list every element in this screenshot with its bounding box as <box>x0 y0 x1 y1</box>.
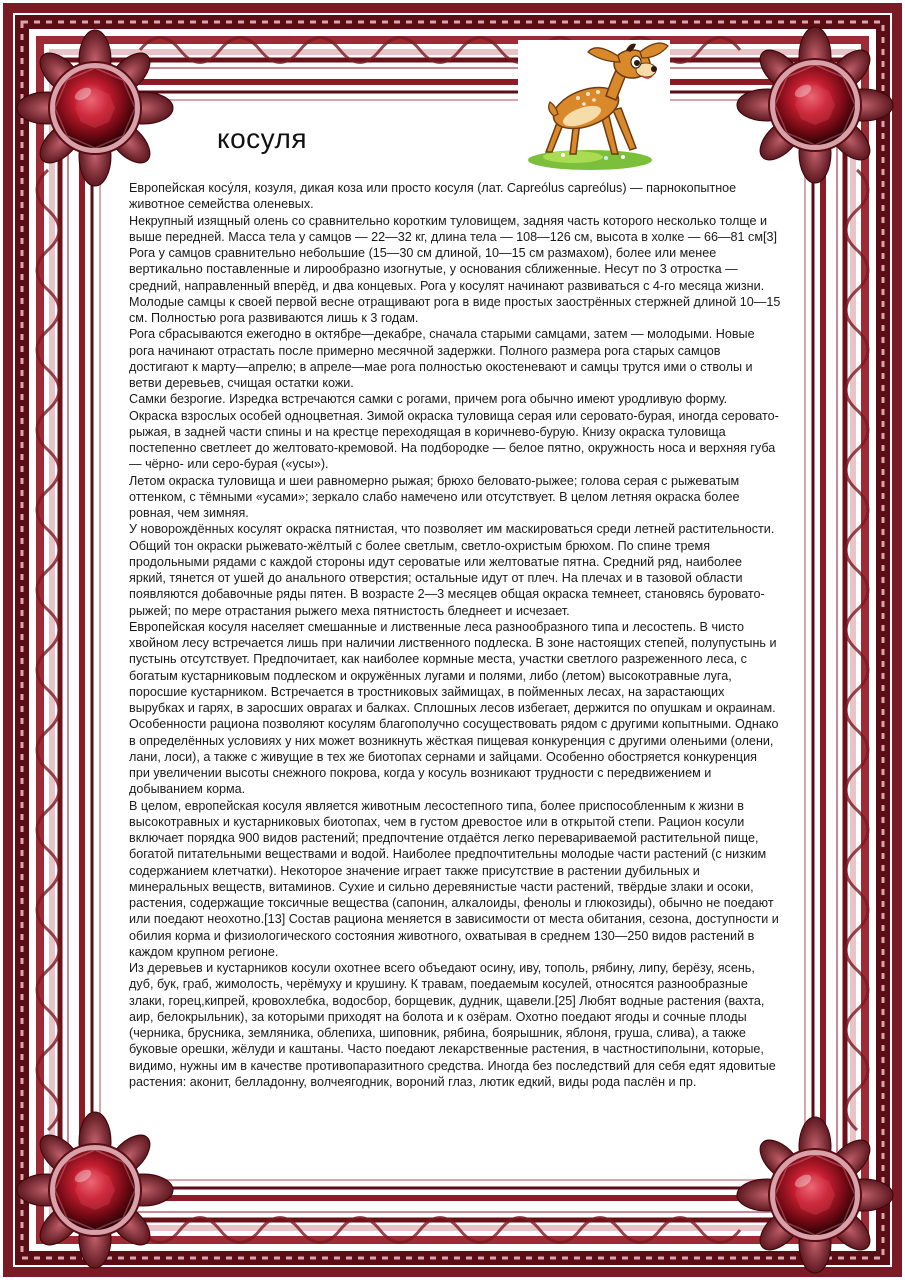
paragraph: Европейская косуля населяет смешанные и лиственные леса разнообразного типа и лесостепь. В чисто хвойном лесу встречается лишь при наличии лиственного подлеска. В зоне настоящих степей, полупустынь и пустынь отсутствует. Предпочитает, как наиболее кормные места, участки светлого разреженного леса, с богатым кустарниковым подлеском и окружённых лугами и полями, либо (летом) высокотравные луга, поросшие кустарником. Встречается в тростниковых займищах, в пойменных лесах, на зарастающих вырубках и гарях, в заросших оврагах и балках. Сплошных лесов избегает, держится по опушкам и окраинам. <box>129 619 777 715</box>
paragraph: Некрупный изящный олень со сравнительно коротким туловищем, задняя часть которого несколько толще и выше передней. Масса тела у самцов — 22—32 кг, длина тела — 108—126 см, высота в холке — 66—81 см[3] <box>129 213 778 244</box>
paragraph: Окраска взрослых особей одноцветная. Зимой окраска туловища серая или серовато-бурая, иногда серовато-рыжая, в задней части спины и на крестце переходящая в коричнево-бурую. Книзу окраска туловища постепенно светлеет до желтовато-кремовой. На подбородке — белое пятно, окружность носа и верхняя губа — чёрно- или серо-бурая («усы»). <box>129 408 779 472</box>
paragraph: Самки безрогие. Изредка встречаются самки с рогами, причем рога обычно имеют уродливую форму. <box>129 392 728 407</box>
paragraph: В целом, европейская косуля является животным лесостепного типа, более приспособленным к жизни в высокотравных и кустарниковых биотопах, чем в густом древостое или в открытой степи. Рацион косули включает порядка 900 видов растений; предпочтение отдаётся легко перевариваемой растительной пище, богатой питательными веществами и водой. Наиболее предпочтительны молодые части растений (с низким содержанием клетчатки). Некоторое значение играет также присутствие в растении дубильных и минеральных веществ, витаминов. Сухие и сильно деревянистые части растений, твёрдые злаки и осоки, растения, содержащие токсичные вещества (сапонин, алкалоиды, фенолы и глюкозиды), обычно не поедают или поедают неохотно.[13] Состав рациона меняется в зависимости от места обитания, сезона, доступности и обилия корма и физиологического состояния животного, охватывая в среднем 130—250 видов растений в каждом крупном регионе. <box>129 798 779 959</box>
paragraph: Летом окраска туловища и шеи равномерно рыжая; брюхо беловато-рыжее; голова серая с рыжеватым оттенком, с тёмными «усами»; зеркало слабо намечено или отсутствует. В целом летняя окраска более ровная, чем зимняя. <box>129 473 740 520</box>
page-title: косуля <box>217 123 308 154</box>
paragraph: Европейская косу́ля, козуля, дикая коза или просто косуля (лат. Capreólus capreólus) — парнокопытное животное семейства оленевых. <box>129 181 737 212</box>
cartoon-deer-icon <box>518 40 670 172</box>
article-body <box>129 180 781 1090</box>
paragraph: Особенности рациона позволяют косулям благополучно сосуществовать рядом с другими копытными. Однако в определённых условиях у них может возникнуть жёсткая пищевая конкуренция с другими оленьими (олени, лани, лоси), а также с живущие в тех же биотопах сернами и зайцами. Особенно обостряется конкуренция при увеличении высоты снежного покрова, когда у косуль возникают трудности с передвижением и добыванием корма. <box>129 717 779 797</box>
paragraph: Рога сбрасываются ежегодно в октябре—декабре, сначала старыми самцами, затем — молодыми. Новые рога начинают отрастать после примерно месячной задержки. Полного размера рога старых самцов достигают к марту—апрелю; в апреле—мае рога полностью окостеневают и самцы трутся ими о стволы и ветви деревьев, счищая остатки кожи. <box>129 327 755 390</box>
paragraph: Рога у самцов сравнительно небольшие (15—30 см длиной, 10—15 см размахом), более или менее вертикально поставленные и лирообразно изогнутые, у основания сближенные. Несут по 3 отростка — средний, направленный вперёд, и два концевых. Рога у косулят начинают развиваться с 4-го месяца жизни. Молодые самцы к своей первой весне отращивают рога в виде простых заострённых стержней длиной 10—15 см. Полностью рога развиваются лишь к 3 годам. <box>129 246 781 325</box>
paragraph: Из деревьев и кустарников косули охотнее всего объедают осину, иву, тополь, рябину, липу, берёзу, ясень, дуб, бук, граб, жимолость, черёмуху и крушину. К травам, поедаемым косулей, относятся разнообразные злаки, горец,кипрей, кровохлебка, водосбор, борщевик, дудник, щавели.[25] Любят водные растения (вахта, аир, белокрыльник), за которыми приходят на болота и к озёрам. Охотно поедают ягоды и сочные плоды (черника, брусника, земляника, облепиха, шиповник, рябина, боярышник, яблоня, груша, слива), а также буковые орешки, жёлуди и каштаны. Часто поедают лекарственные растения, в частностиполыни, которые, видимо, нужны им в качестве противопаразитного средства. Иногда без последствий для себя едят ядовитые растения: аконит, белладонну, волчеягодник, вороний глаз, лютик едкий, виды рода паслён и пр. <box>129 961 776 1089</box>
paragraph: У новорождённых косулят окраска пятнистая, что позволяет им маскироваться среди летней растительности. Общий тон окраски рыжевато-жёлтый с более светлым, светло-охристым брюхом. По спине тремя продольными рядами с каждой стороны идут сероватые или желтоватые пятна. Средний ряд, наиболее яркий, тянется от ушей до анального отверстия; остальные идут от плеч. На плечах и в тазовой области появляются добавочные ряды пятен. В возрасте 2—3 месяцев общая окраска темнеет, становясь буровато-рыжей; по мере отрастания рыжего меха пятнистость бледнеет и исчезает. <box>129 522 775 618</box>
